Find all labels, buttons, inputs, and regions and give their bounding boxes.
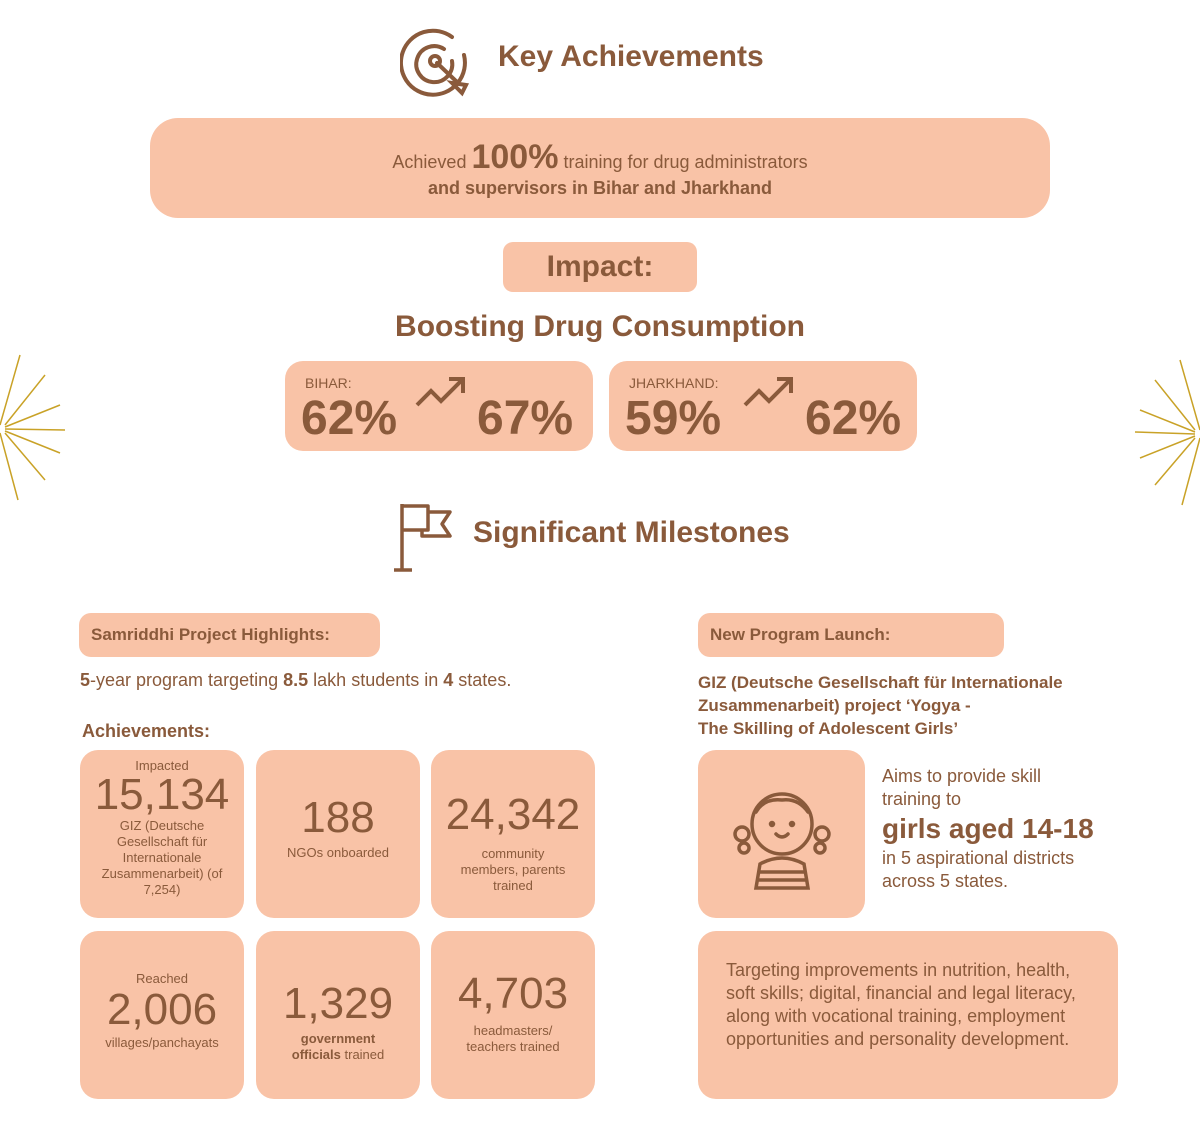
state-to: 62% — [805, 392, 902, 445]
girl-icon — [720, 772, 844, 896]
impact-badge — [503, 242, 697, 292]
samriddhi-description: 5-year program targeting 8.5 lakh students in 4 states. — [80, 670, 512, 690]
sparkle-right-icon — [1130, 350, 1200, 510]
new-program-title: GIZ (Deutsche Gesellschaft für Internationale Zusammenarbeit) project ‘Yogya - The Skilling of Adolescent Girls’ — [698, 673, 1063, 738]
state-from: 62% — [301, 392, 398, 445]
state-from: 59% — [625, 392, 722, 445]
stat-value: 24,342 — [445, 790, 581, 839]
sparkle-left-icon — [0, 345, 70, 505]
stat-card-officials: 1,329 government officials trained — [256, 931, 420, 1099]
banner-highlight: 100% — [471, 138, 559, 176]
banner-line-1 — [150, 138, 1050, 177]
samriddhi-label: Samriddhi Project Highlights: — [79, 613, 380, 657]
stat-card-impacted: Impacted 15,134 GIZ (Deutsche Gesellschaft für Internationale Zusammenarbeit) (of 7,254) — [80, 750, 244, 918]
stat-card-community: 24,342 community members, parents trained — [431, 750, 595, 918]
stat-value: 188 — [301, 793, 375, 842]
banner-prefix: Achieved — [392, 152, 467, 172]
aim-highlight: girls aged 14-18 — [882, 813, 1094, 844]
flag-icon — [390, 500, 455, 575]
banner-line1-suffix: training for drug administrators — [563, 152, 808, 172]
stat-value: 15,134 — [94, 770, 230, 819]
target-arrow-icon — [400, 25, 475, 100]
impact-label: Impact: — [546, 250, 654, 283]
page-title: Key Achievements — [498, 40, 764, 73]
state-to: 67% — [477, 392, 574, 445]
stat-card-ngos: 188 NGOs onboarded — [256, 750, 420, 918]
targeting-text: Targeting improvements in nutrition, health, soft skills; digital, financial and legal literacy, along with vocational training, employment opportunities and personality development. — [726, 960, 1076, 1049]
achievement-banner — [150, 118, 1050, 218]
state-card-bihar — [285, 361, 593, 451]
trend-up-icon — [743, 375, 795, 411]
stat-value: 4,703 — [457, 969, 569, 1018]
stat-value: 1,329 — [282, 979, 394, 1028]
state-card-jharkhand — [609, 361, 917, 451]
impact-subtitle: Boosting Drug Consumption — [395, 310, 805, 343]
banner-line-2: and supervisors in Bihar and Jharkhand — [427, 178, 773, 198]
state-name: BIHAR: — [305, 375, 352, 391]
stat-value: 2,006 — [106, 985, 218, 1034]
aim-text: Aims to provide skill training to girls aged 14-18 in 5 aspirational districts across 5 states. — [882, 766, 1094, 891]
state-name: JHARKHAND: — [629, 375, 719, 391]
targeting-card — [698, 931, 1118, 1099]
new-program-label: New Program Launch: — [698, 613, 1004, 657]
achievements-label: Achievements: — [82, 721, 211, 741]
stat-card-teachers: 4,703 headmasters/ teachers trained — [431, 931, 595, 1099]
milestones-title: Significant Milestones — [473, 516, 790, 549]
trend-up-icon — [415, 375, 467, 411]
stat-card-reached: Reached 2,006 villages/panchayats — [80, 931, 244, 1099]
girl-icon-card — [698, 750, 865, 918]
